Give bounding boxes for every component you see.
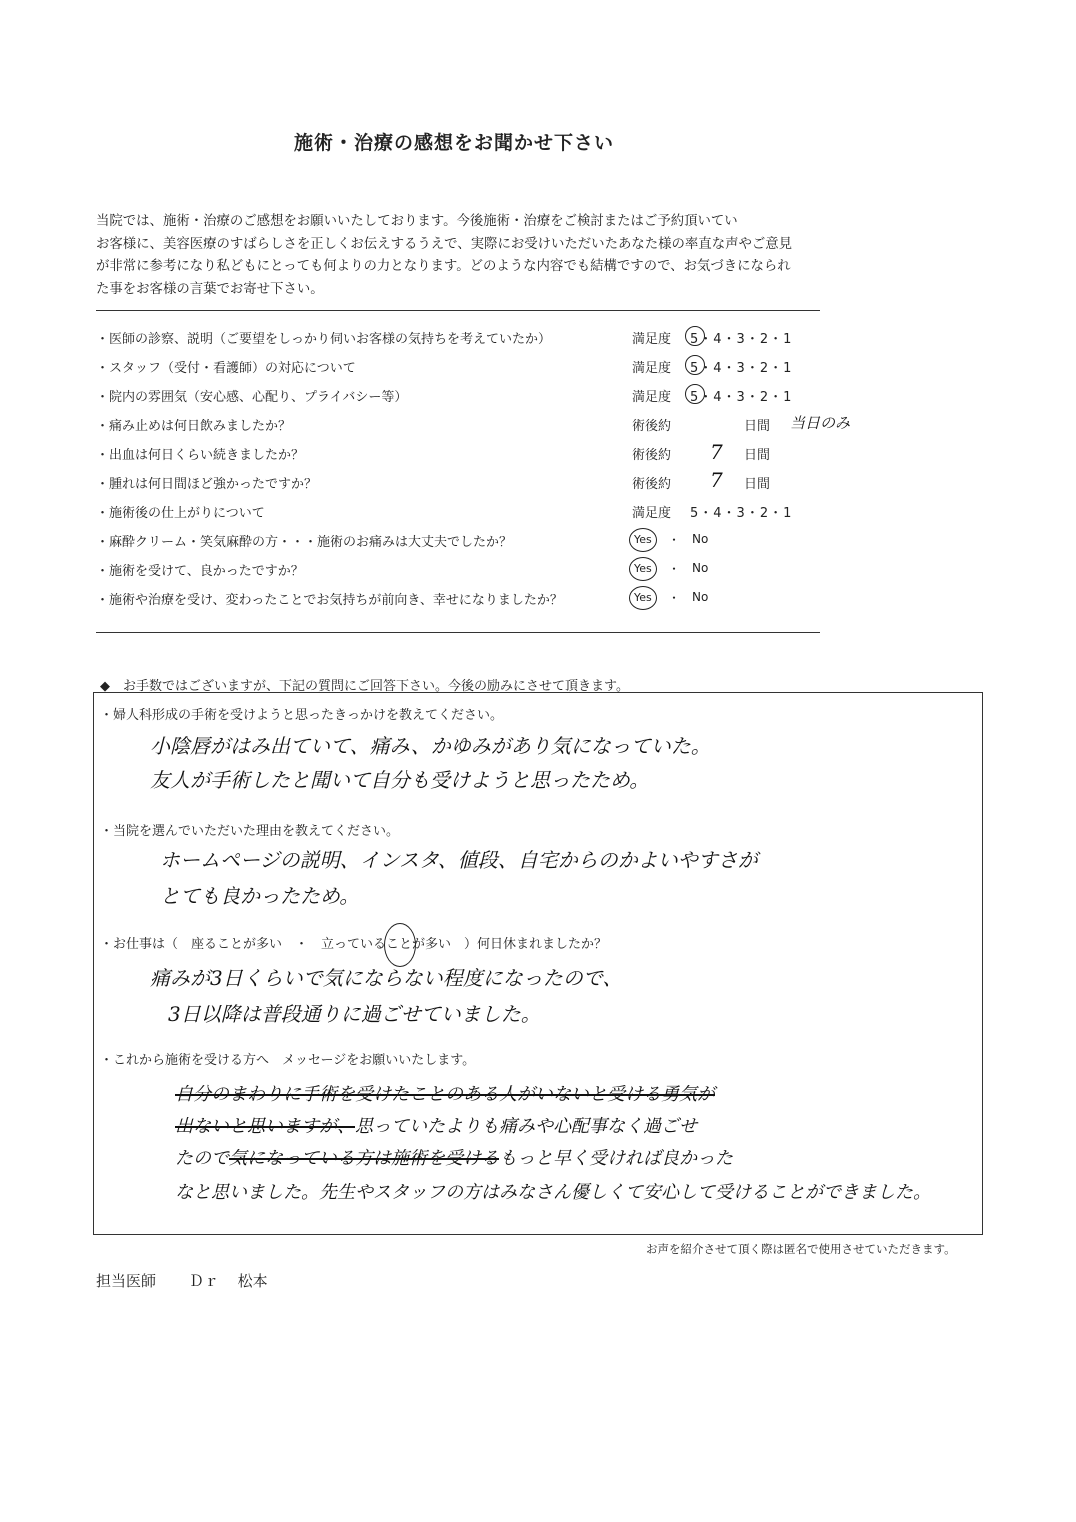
separator: ・	[668, 591, 681, 605]
survey-q4: ・痛み止めは何日飲みましたか？	[96, 419, 292, 434]
open-q4-answer-line[interactable]	[175, 1112, 697, 1138]
notice-text: ◆ お手数ではございますが、下記の質問にご回答下さい。今後の励みにさせて頂きます。	[100, 679, 629, 694]
open-q4-answer-line[interactable]	[175, 1144, 733, 1170]
doctor-label: 担当医師	[96, 1272, 157, 1290]
open-q4-struck-text: 気になっている方は施術を受ける	[229, 1148, 499, 1169]
separator: ・	[668, 533, 681, 547]
open-q4-answer-text: たので	[175, 1148, 229, 1169]
open-q4-struck-line[interactable]: 自分のまわりに手術を受けたことのある人がいないと受ける勇気が	[175, 1084, 715, 1105]
survey-q6-label: 術後約	[632, 477, 672, 492]
selected-circle	[384, 923, 416, 967]
open-q1: ・婦人科形成の手術を受けようと思ったきっかけを教えてください。	[100, 708, 504, 723]
survey-q9-yes[interactable]: Yes	[634, 562, 652, 575]
survey-q10-no[interactable]: No	[692, 590, 709, 604]
open-q1-answer-line[interactable]: 小陰唇がはみ出ていて、痛み、かゆみがあり気になっていた。	[150, 734, 711, 758]
survey-q4-unit: 日間	[744, 419, 771, 434]
survey-q2-scale[interactable]: 5・4・3・2・1	[690, 361, 793, 376]
selected-circle	[685, 326, 705, 346]
open-q3	[100, 933, 607, 952]
doctor-field	[96, 1270, 268, 1291]
open-q3-text-a: ・お仕事は（ 座ることが多い ・ 立っている	[100, 937, 387, 952]
doctor-prefix: Ｄｒ	[188, 1272, 219, 1290]
open-q3-circled[interactable]	[386, 937, 412, 952]
open-q1-answer-line[interactable]: 友人が手術したと聞いて自分も受けようと思ったため。	[150, 768, 650, 792]
page-title: 施術・治療の感想をお聞かせ下さい	[293, 132, 614, 154]
survey-q6: ・腫れは何日間ほど強かったですか？	[96, 477, 318, 492]
open-q4-answer-text: 思っていたよりも痛みや心配事なく過ごせ	[355, 1116, 697, 1137]
survey-q1-scale[interactable]: 5・4・3・2・1	[690, 332, 793, 347]
open-q2-answer-line[interactable]: ホームページの説明、インスタ、値段、自宅からのかよいやすさが	[160, 848, 758, 872]
survey-q3: ・院内の雰囲気（安心感、心配り、プライバシー等）	[96, 390, 408, 405]
survey-q1-label: 満足度	[632, 332, 672, 347]
open-q3-circled-text: こと	[386, 937, 413, 952]
survey-q10-yes[interactable]: Yes	[634, 591, 652, 604]
open-q4-struck-text: 出ないと思いますが、	[175, 1116, 355, 1137]
open-q3-answer-line[interactable]: 痛みが3日くらいで気にならない程度になったので、	[150, 966, 623, 990]
survey-q8: ・麻酔クリーム・笑気麻酔の方・・・施術のお痛みは大丈夫でしたか？	[96, 535, 513, 550]
survey-q2: ・スタッフ（受付・看護師）の対応について	[96, 361, 356, 376]
open-q2-answer-line[interactable]: とても良かったため。	[160, 884, 360, 908]
survey-q5-value[interactable]: 7	[710, 440, 723, 464]
intro-line: 当院では、施術・治療のご感想をお願いいたしております。今後施術・治療をご検討またはご予約頂いてい	[96, 214, 738, 229]
survey-q9: ・施術を受けて、良かったですか？	[96, 564, 304, 579]
survey-q10: ・施術や治療を受け、変わったことでお気持ちが前向き、幸せになりましたか？	[96, 593, 563, 608]
survey-q5: ・出血は何日くらい続きましたか？	[96, 448, 305, 463]
survey-q3-label: 満足度	[632, 390, 672, 405]
survey-q3-scale[interactable]: 5・4・3・2・1	[690, 390, 793, 405]
open-q2: ・当院を選んでいただいた理由を教えてください。	[100, 824, 400, 839]
intro-line: お客様に、美容医療のすばらしさを正しくお伝えするうえで、実際にお受けいただいたあなた様の率直な声やご意見	[96, 236, 793, 252]
selected-circle	[685, 355, 705, 375]
survey-q7-scale[interactable]: 5・4・3・2・1	[690, 506, 793, 521]
survey-q8-no[interactable]: No	[692, 532, 709, 546]
divider	[96, 310, 820, 311]
open-q3-text-b: が多い ）何日休まれましたか？	[412, 937, 608, 952]
open-q3-answer-line[interactable]: 3日以降は普段通りに過ごせていました。	[168, 1002, 541, 1026]
intro-line: が非常に参考になり私どもにとっても何よりの力となります。どのような内容でも結構ですので、お気づきになられ	[96, 259, 791, 274]
intro-text	[96, 211, 796, 301]
open-q4-answer-line[interactable]: なと思いました。先生やスタッフの方はみなさん優しくて安心して受けることができました。	[175, 1182, 931, 1203]
survey-q5-unit: 日間	[744, 448, 771, 463]
doctor-name: 松本	[237, 1272, 268, 1290]
survey-q7-label: 満足度	[632, 506, 672, 521]
separator: ・	[668, 562, 681, 576]
survey-q1: ・医師の診察、説明（ご要望をしっかり伺いお客様の気持ちを考えていたか）	[96, 332, 552, 347]
survey-q4-label: 術後約	[632, 419, 672, 434]
footnote: お声を紹介させて頂く際は匿名で使用させていただきます。	[646, 1242, 956, 1256]
selected-circle	[629, 528, 657, 552]
survey-q6-value[interactable]: 7	[710, 468, 723, 492]
open-q4-answer-text: もっと早く受ければ良かった	[499, 1148, 733, 1169]
selected-circle	[629, 557, 657, 581]
open-q4: ・これから施術を受ける方へ メッセージをお願いいたします。	[100, 1053, 476, 1068]
survey-q6-unit: 日間	[744, 477, 771, 492]
survey-q9-no[interactable]: No	[692, 561, 709, 575]
survey-q7: ・施術後の仕上がりについて	[96, 506, 265, 521]
divider	[96, 632, 820, 633]
selected-circle	[629, 586, 657, 610]
survey-q2-label: 満足度	[632, 361, 672, 376]
survey-q4-note[interactable]: 当日のみ	[790, 414, 851, 432]
survey-q5-label: 術後約	[632, 448, 672, 463]
selected-circle	[685, 384, 705, 404]
intro-line: た事をお客様の言葉でお寄せ下さい。	[96, 281, 324, 297]
survey-q8-yes[interactable]: Yes	[634, 533, 652, 546]
